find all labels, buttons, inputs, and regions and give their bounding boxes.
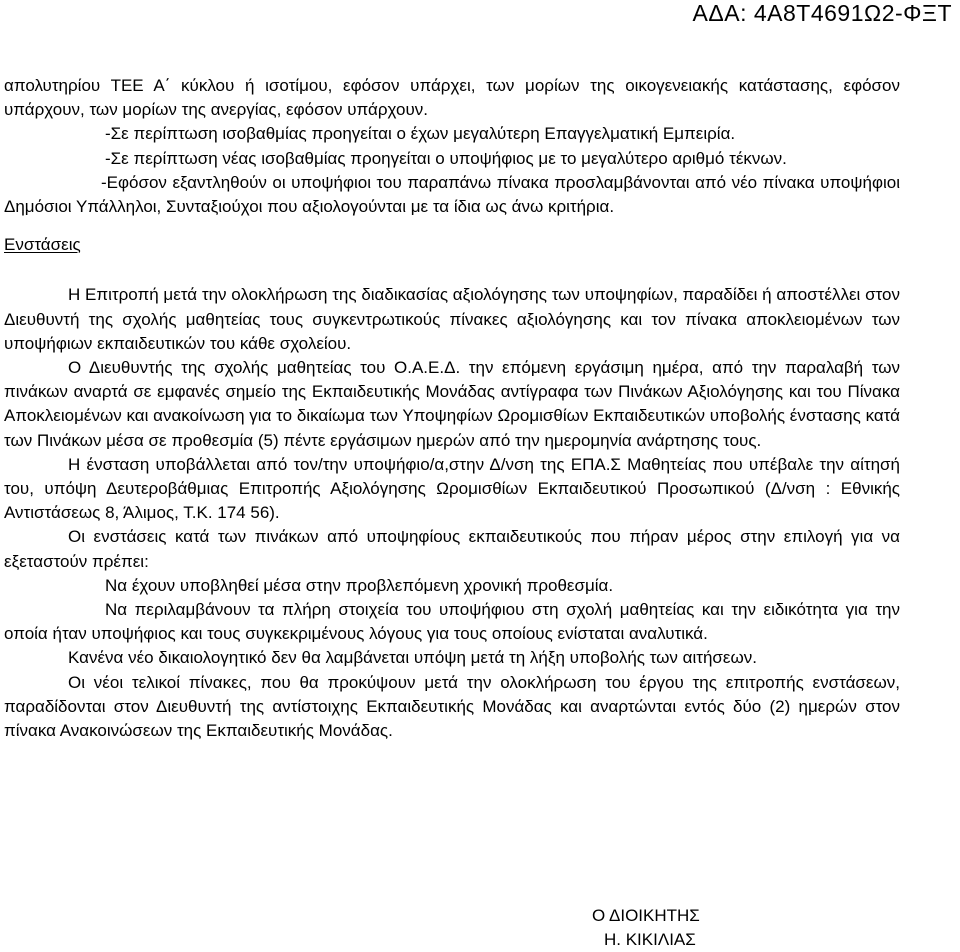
paragraph-tie-children: -Σε περίπτωση νέας ισοβαθμίας προηγείται ο υποψήφιος με το μεγαλύτερο αριθμό τέκνων. bbox=[105, 148, 787, 168]
paragraph-requirement-details: Να περιλαμβάνουν τα πλήρη στοιχεία του υποψήφιου στη σχολή μαθητείας και την ειδικότητα για την οποία ήταν υποψήφιος και τους συγκεκριμένους λόγους για τους οποίους ενίσταται αναλυτικά. bbox=[4, 600, 900, 644]
paragraph-civil-servants: -Εφόσον εξαντληθούν οι υποψήφιοι του παραπάνω πίνακα προσλαμβάνονται από νέο πίνακα υποψήφιοι Δημόσιοι Υπάλληλοι, Συνταξιούχοι που αξιολογούνται με τα ίδια ως άνω κριτήρια. bbox=[4, 172, 900, 217]
section-heading-objections: Ενστάσεις bbox=[4, 235, 81, 255]
signature-block bbox=[592, 904, 700, 952]
paragraph-objection-submission: Η ένσταση υποβάλλεται από τον/την υποψήφιο/α,στην Δ/νση της ΕΠΑ.Σ Μαθητείας που υπέβαλε την αίτησή του, υπόψη Δευτεροβάθμιας Επιτροπής Αξιολόγησης Ωρομισθίων Εκπαιδευτικού Προσωπικού (Δ/νση : Εθνικής Αντιστάσεως 8, Άλιμος, Τ.Κ. 174 56). bbox=[4, 454, 900, 523]
paragraph-final-tables: Οι νέοι τελικοί πίνακες, που θα προκύψουν μετά την ολοκλήρωση του έργου της επιτροπής ενστάσεων, παραδίδονται στον Διευθυντή της αντίστοιχης Εκπαιδευτικής Μονάδας και αναρτώνται εντός δύο (2) ημερών στον πίνακα Ανακοινώσεων της Εκπαιδευτικής Μονάδας. bbox=[4, 672, 900, 741]
signature-title: Ο ΔΙΟΙΚΗΤΗΣ bbox=[592, 906, 700, 925]
paragraph-criteria-continuation: απολυτηρίου ΤΕΕ Α΄ κύκλου ή ισοτίμου, εφόσον υπάρχει, των μορίων της οικογενειακής κατάστασης, εφόσον υπάρχουν, των μορίων της ανεργίας, εφόσον υπάρχουν. bbox=[4, 76, 900, 120]
paragraph-objection-requirements: Οι ενστάσεις κατά των πινάκων από υποψηφίους εκπαιδευτικούς που πήραν μέρος στην επιλογή για να εξεταστούν πρέπει: bbox=[4, 527, 900, 571]
paragraph-director-posting: Ο Διευθυντής της σχολής μαθητείας του Ο.Α.Ε.Δ. την επόμενη εργάσιμη ημέρα, από την παραλαβή των πινάκων αναρτά σε εμφανές σημείο της Εκπαιδευτικής Μονάδας αντίγραφα των Πινάκων Αξιολόγησης και του Πίνακα Αποκλειομένων και ανακοίνωση για το δικαίωμα των Υποψηφίων Ωρομισθίων Εκπαιδευτικών υποβολής ένστασης κατά των Πινάκων μέσα σε προθεσμία (5) πέντε εργάσιμων ημερών από την ημερομηνία ανάρτησης τους. bbox=[4, 358, 900, 450]
signature-name: Η. ΚΙΚΙΛΙΑΣ bbox=[604, 930, 696, 950]
paragraph-tie-experience: -Σε περίπτωση ισοβαθμίας προηγείται ο έχων μεγαλύτερη Επαγγελματική Εμπειρία. bbox=[105, 124, 736, 144]
paragraph-committee: Η Επιτροπή μετά την ολοκλήρωση της διαδικασίας αξιολόγησης των υποψηφίων, παραδίδει ή αποστέλλει στον Διευθυντή της σχολής μαθητείας τους συγκεντρωτικούς πίνακες αξιολόγησης και τον πίνακα αποκλειομένων των υποψήφιων εκπαιδευτικών του κάθε σχολείου. bbox=[4, 285, 900, 353]
spacer bbox=[4, 257, 900, 283]
paragraph-requirement-deadline: Να έχουν υποβληθεί μέσα στην προβλεπόμενη χρονική προθεσμία. bbox=[105, 575, 614, 595]
ada-code: ΑΔΑ: 4Α8Τ4691Ω2-ΦΞΤ bbox=[692, 0, 952, 26]
paragraph-no-new-documents: Κανένα νέο δικαιολογητικό δεν θα λαμβάνεται υπόψη μετά τη λήξη υποβολής των αιτήσεων. bbox=[68, 648, 757, 668]
document-body bbox=[4, 74, 900, 743]
